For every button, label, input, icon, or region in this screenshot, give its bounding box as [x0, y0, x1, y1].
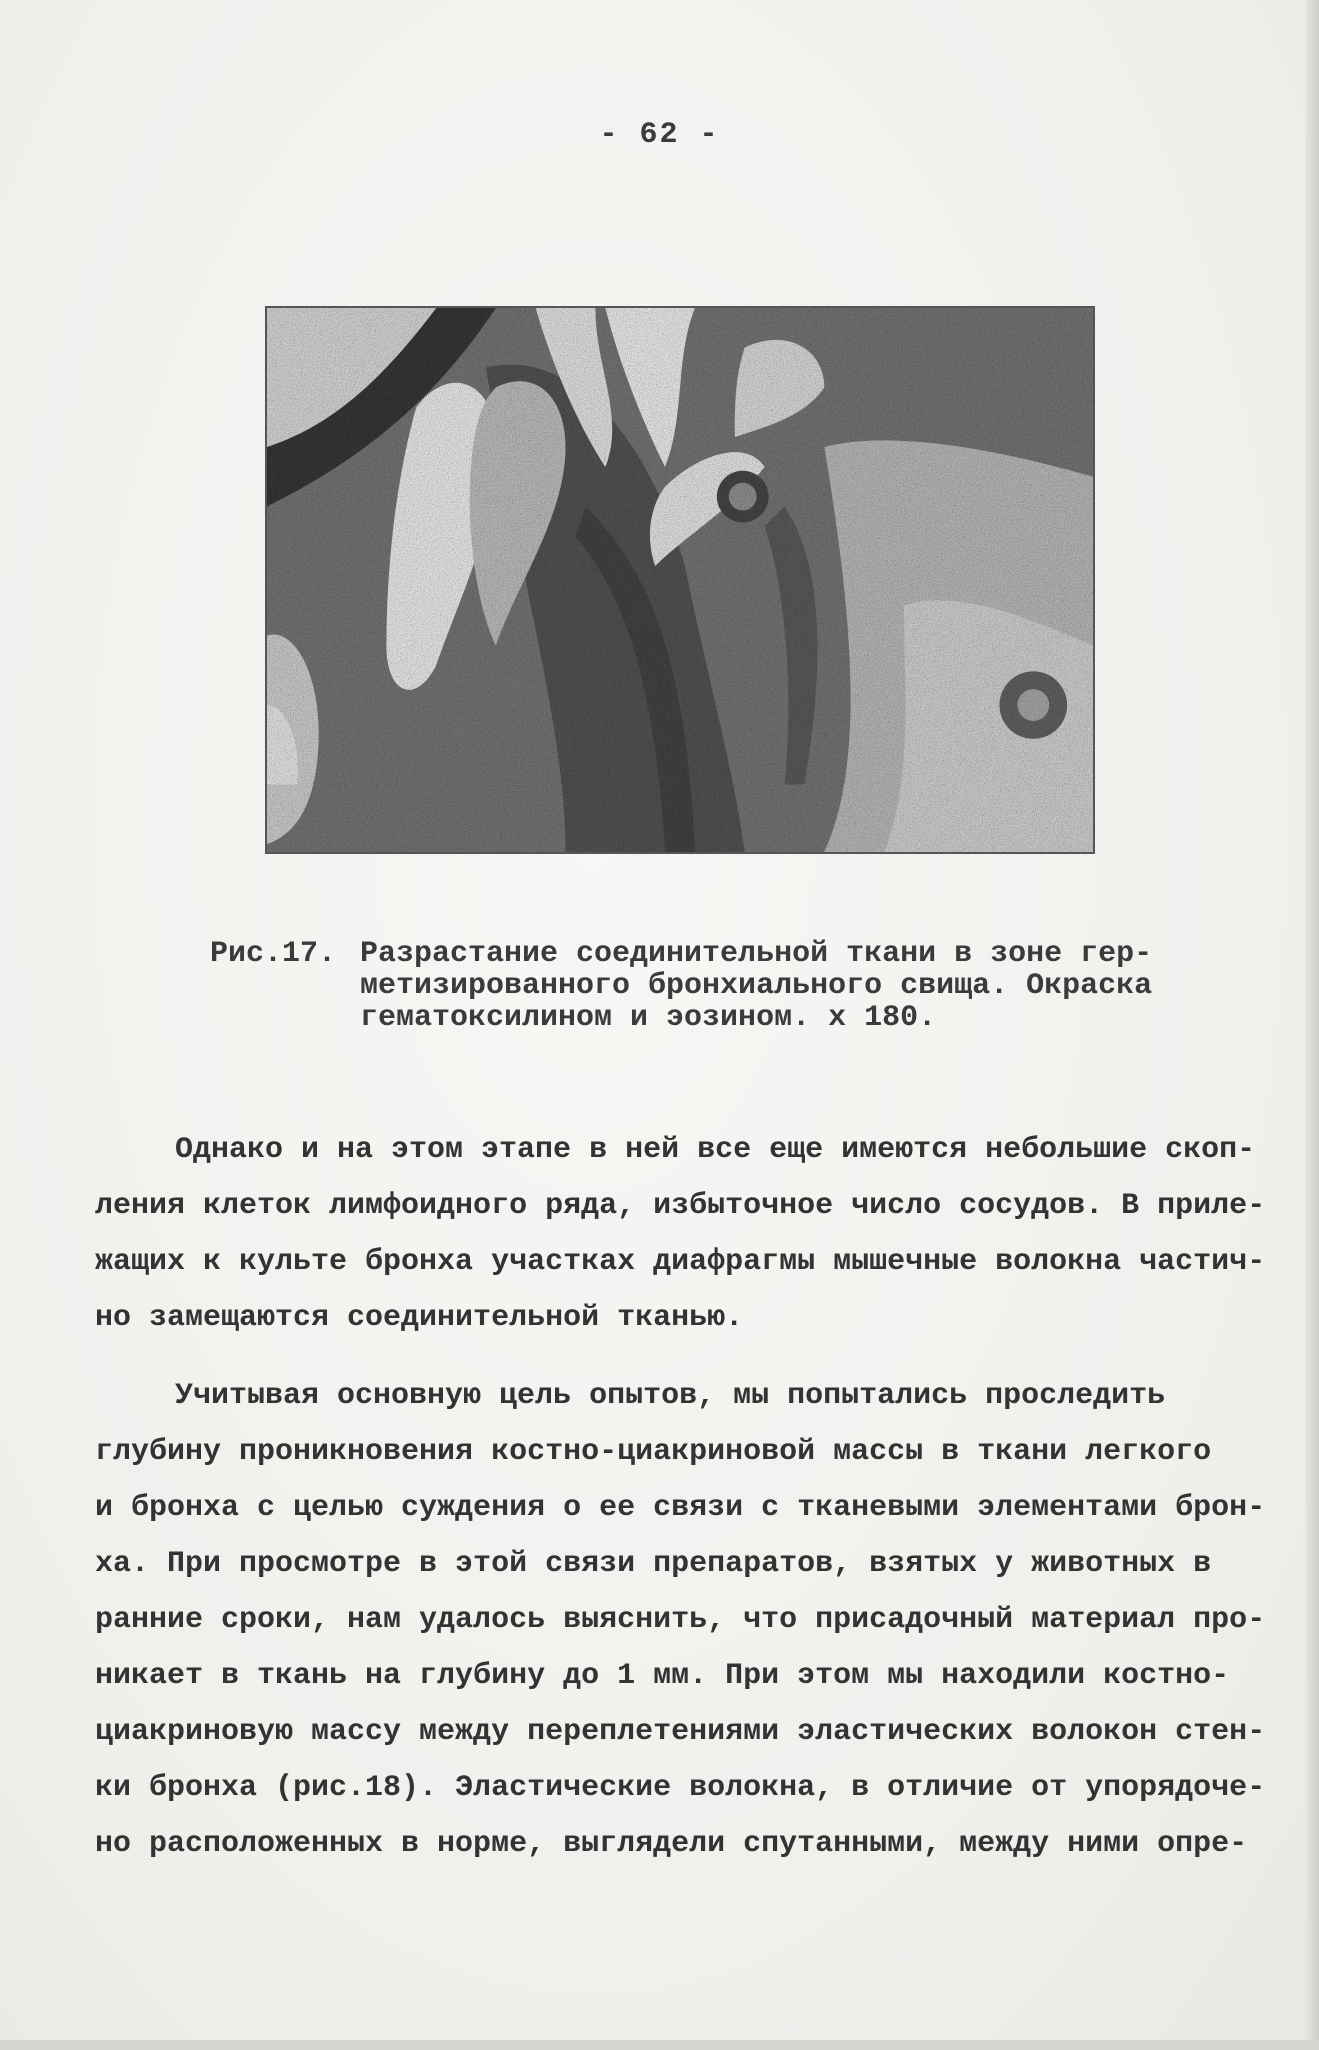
body-text	[95, 1122, 1265, 1872]
text-line: но расположенных в норме, выглядели спутанными, между ними опре-	[95, 1827, 1248, 1861]
micrograph-image	[267, 308, 1093, 852]
text-line: Учитывая основную цель опытов, мы попытались проследить	[175, 1379, 1166, 1413]
text-line: жащих к культе бронха участках диафрагмы мышечные волокна частич-	[95, 1245, 1266, 1279]
paragraph-2	[95, 1368, 1265, 1872]
text-line: ки бронха (рис.18). Эластические волокна, в отличие от упорядоче-	[95, 1771, 1266, 1805]
text-line: ха. При просмотре в этой связи препаратов, взятых у животных в	[95, 1547, 1212, 1581]
figure-caption	[210, 938, 1160, 1034]
text-line: ранние сроки, нам удалось выяснить, что присадочный материал про-	[95, 1603, 1266, 1637]
text-line: и бронха с целью суждения о ее связи с тканевыми элементами брон-	[95, 1491, 1266, 1525]
text-line: Однако и на этом этапе в ней все еще имеются небольшие скоп-	[175, 1133, 1256, 1167]
page-number: - 62 -	[599, 118, 720, 152]
text-line: циакриновую массу между переплетениями эластических волокон стен-	[95, 1715, 1266, 1749]
page-bottom-edge	[0, 2040, 1319, 2050]
caption-line-2: метизированного бронхиального свища. Окраска	[360, 969, 1153, 1003]
page-edge-shadow	[1305, 0, 1319, 2050]
caption-line-1: Рис.17. Разрастание соединительной ткани в зоне гер-	[210, 937, 1153, 971]
caption-line-3: гематоксилином и эозином. х 180.	[360, 1001, 937, 1035]
text-line: ления клеток лимфоидного ряда, избыточное число сосудов. В приле-	[95, 1189, 1266, 1223]
figure-label: Рис.17.	[210, 937, 337, 971]
text-line: но замещаются соединительной тканью.	[95, 1301, 744, 1335]
text-line: никает в ткань на глубину до 1 мм. При этом мы находили костно-	[95, 1659, 1230, 1693]
paragraph-1	[95, 1122, 1265, 1346]
micrograph-figure	[265, 306, 1095, 854]
text-line: глубину проникновения костно-циакриновой массы в ткани легкого	[95, 1435, 1212, 1469]
